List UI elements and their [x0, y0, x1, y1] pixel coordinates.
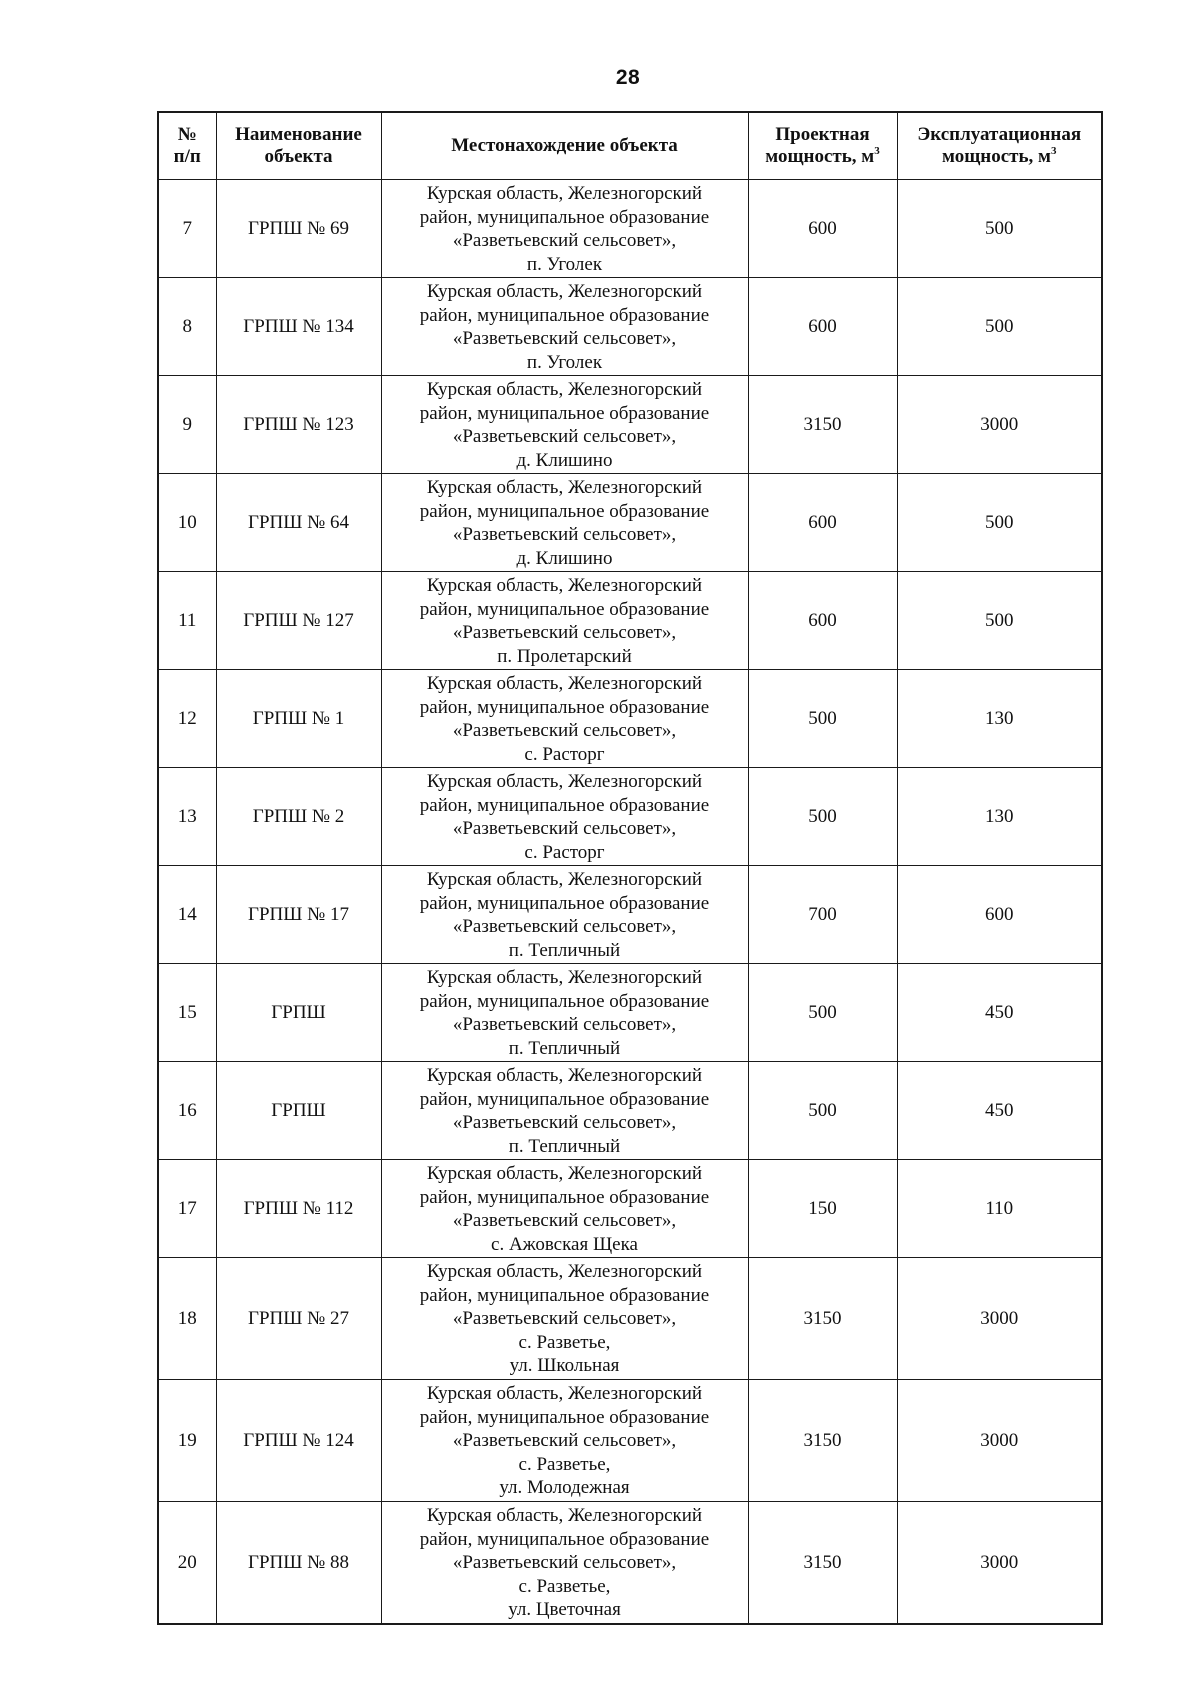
object-name: ГРПШ — [216, 1062, 381, 1160]
location-line: район, муниципальное образование — [419, 990, 710, 1012]
location-line: «Разветьевский сельсовет», — [452, 622, 677, 643]
location-line: д. Клишино — [516, 449, 613, 471]
design-capacity: 3150 — [748, 376, 897, 474]
design-capacity: 600 — [748, 180, 897, 278]
table-header-row — [158, 112, 1102, 180]
location-line: район, муниципальное образование — [419, 304, 710, 326]
header-design-line1: Проектная — [775, 124, 870, 145]
location-line: район, муниципальное образование — [419, 892, 710, 914]
object-location — [381, 1062, 748, 1160]
header-num — [158, 112, 216, 180]
location-line: с. Ажовская Щека — [491, 1233, 638, 1255]
operational-capacity: 3000 — [897, 1258, 1102, 1380]
design-capacity: 500 — [748, 1062, 897, 1160]
operational-capacity: 3000 — [897, 1380, 1102, 1502]
location-line: район, муниципальное образование — [419, 794, 710, 816]
row-number: 17 — [158, 1160, 216, 1258]
row-number: 20 — [158, 1502, 216, 1625]
row-number: 7 — [158, 180, 216, 278]
header-operational-capacity — [897, 112, 1102, 180]
operational-capacity: 500 — [897, 474, 1102, 572]
location-line: Курская область, Железногорский — [426, 771, 703, 792]
location-line: Курская область, Железногорский — [426, 1261, 703, 1283]
header-oper-sup: 3 — [1050, 145, 1057, 157]
object-name: ГРПШ № 124 — [216, 1380, 381, 1502]
table-row — [158, 1062, 1102, 1160]
location-line: «Разветьевский сельсовет», — [452, 818, 677, 839]
table-row — [158, 572, 1102, 670]
object-name: ГРПШ № 27 — [216, 1258, 381, 1380]
location-line: «Разветьевский сельсовет», — [452, 328, 677, 349]
operational-capacity: 500 — [897, 572, 1102, 670]
row-number: 11 — [158, 572, 216, 670]
object-name: ГРПШ № 17 — [216, 866, 381, 964]
object-location — [381, 768, 748, 866]
location-line: п. Тепличный — [508, 939, 621, 961]
header-design-sup: 3 — [874, 145, 880, 157]
table-row — [158, 768, 1102, 866]
row-number: 12 — [158, 670, 216, 768]
object-name: ГРПШ № 127 — [216, 572, 381, 670]
operational-capacity: 130 — [897, 768, 1102, 866]
object-name: ГРПШ № 88 — [216, 1502, 381, 1625]
header-name-line2: объекта — [264, 146, 333, 167]
design-capacity: 600 — [748, 278, 897, 376]
location-line: Курская область, Железногорский — [426, 1505, 703, 1527]
header-name-line1: Наименование — [235, 124, 362, 145]
object-name: ГРПШ № 112 — [216, 1160, 381, 1258]
location-line: район, муниципальное образование — [419, 1528, 710, 1550]
design-capacity: 500 — [748, 768, 897, 866]
location-line: район, муниципальное образование — [419, 1406, 710, 1428]
location-line: район, муниципальное образование — [419, 402, 710, 424]
row-number: 8 — [158, 278, 216, 376]
table-row — [158, 474, 1102, 572]
location-line: «Разветьевский сельсовет», — [452, 916, 677, 937]
header-name — [216, 112, 381, 180]
design-capacity: 600 — [748, 474, 897, 572]
object-location — [381, 1258, 748, 1380]
location-line: Курская область, Железногорский — [426, 281, 703, 302]
object-location — [381, 278, 748, 376]
location-line: с. Расторг — [524, 841, 605, 863]
header-design-capacity — [748, 112, 897, 180]
location-line: д. Клишино — [516, 547, 613, 569]
object-location — [381, 670, 748, 768]
operational-capacity: 130 — [897, 670, 1102, 768]
object-location — [381, 1160, 748, 1258]
header-oper-line1: Эксплуатационная — [917, 124, 1082, 145]
row-number: 14 — [158, 866, 216, 964]
design-capacity: 150 — [748, 1160, 897, 1258]
header-num-line2: п/п — [173, 146, 201, 167]
object-name: ГРПШ № 69 — [216, 180, 381, 278]
location-line: «Разветьевский сельсовет», — [452, 1430, 677, 1452]
location-line: район, муниципальное образование — [419, 696, 710, 718]
location-line: Курская область, Железногорский — [426, 1383, 703, 1405]
object-name: ГРПШ — [216, 964, 381, 1062]
location-line: «Разветьевский сельсовет», — [452, 230, 677, 251]
operational-capacity: 600 — [897, 866, 1102, 964]
design-capacity: 500 — [748, 670, 897, 768]
object-name: ГРПШ № 134 — [216, 278, 381, 376]
location-line: Курская область, Железногорский — [426, 1163, 703, 1184]
location-line: Курская область, Железногорский — [426, 575, 703, 596]
object-location — [381, 474, 748, 572]
location-line: ул. Школьная — [509, 1355, 620, 1377]
location-line: Курская область, Железногорский — [426, 477, 703, 498]
location-line: Курская область, Железногорский — [426, 379, 703, 400]
page-number: 28 — [615, 66, 641, 89]
row-number: 10 — [158, 474, 216, 572]
row-number: 13 — [158, 768, 216, 866]
objects-table — [157, 111, 1103, 1625]
location-line: с. Разветье, — [518, 1575, 611, 1597]
location-line: «Разветьевский сельсовет», — [452, 1552, 677, 1574]
location-line: Курская область, Железногорский — [426, 869, 703, 890]
location-line: «Разветьевский сельсовет», — [452, 1308, 677, 1330]
location-line: «Разветьевский сельсовет», — [452, 1014, 677, 1035]
operational-capacity: 500 — [897, 180, 1102, 278]
location-line: Курская область, Железногорский — [426, 673, 703, 694]
header-location-label: Местонахождение объекта — [451, 135, 678, 156]
location-line: с. Разветье, — [518, 1453, 611, 1475]
operational-capacity: 3000 — [897, 376, 1102, 474]
header-num-line1: № — [177, 124, 197, 145]
location-line: с. Расторг — [524, 743, 605, 765]
location-line: п. Уголек — [526, 253, 603, 275]
location-line: п. Тепличный — [508, 1135, 621, 1157]
row-number: 16 — [158, 1062, 216, 1160]
table-row — [158, 1160, 1102, 1258]
location-line: Курская область, Железногорский — [426, 1065, 703, 1086]
header-location — [381, 112, 748, 180]
location-line: «Разветьевский сельсовет», — [452, 720, 677, 741]
operational-capacity: 450 — [897, 964, 1102, 1062]
location-line: п. Уголек — [526, 351, 603, 373]
header-oper-line2: мощность, м — [942, 146, 1051, 167]
location-line: с. Разветье, — [518, 1331, 611, 1353]
location-line: район, муниципальное образование — [419, 1186, 710, 1208]
table-body — [158, 180, 1102, 1625]
row-number: 19 — [158, 1380, 216, 1502]
location-line: район, муниципальное образование — [419, 500, 710, 522]
object-location — [381, 376, 748, 474]
design-capacity: 3150 — [748, 1380, 897, 1502]
location-line: «Разветьевский сельсовет», — [452, 524, 677, 545]
operational-capacity: 110 — [897, 1160, 1102, 1258]
object-location — [381, 1380, 748, 1502]
table-row — [158, 1502, 1102, 1625]
operational-capacity: 500 — [897, 278, 1102, 376]
location-line: п. Тепличный — [508, 1037, 621, 1059]
table-row — [158, 1380, 1102, 1502]
table-row — [158, 866, 1102, 964]
object-name: ГРПШ № 123 — [216, 376, 381, 474]
design-capacity: 3150 — [748, 1502, 897, 1625]
location-line: ул. Молодежная — [499, 1477, 630, 1499]
object-location — [381, 964, 748, 1062]
object-location — [381, 572, 748, 670]
table-row — [158, 278, 1102, 376]
operational-capacity: 3000 — [897, 1502, 1102, 1625]
location-line: п. Пролетарский — [497, 645, 632, 667]
row-number: 18 — [158, 1258, 216, 1380]
location-line: район, муниципальное образование — [419, 598, 710, 620]
object-location — [381, 180, 748, 278]
object-location — [381, 866, 748, 964]
object-location — [381, 1502, 748, 1625]
design-capacity: 600 — [748, 572, 897, 670]
table-row — [158, 180, 1102, 278]
table-row — [158, 670, 1102, 768]
operational-capacity: 450 — [897, 1062, 1102, 1160]
header-design-line2: мощность, м — [765, 146, 875, 167]
location-line: район, муниципальное образование — [419, 206, 710, 228]
table-row — [158, 376, 1102, 474]
row-number: 15 — [158, 964, 216, 1062]
row-number: 9 — [158, 376, 216, 474]
object-name: ГРПШ № 64 — [216, 474, 381, 572]
location-line: Курская область, Железногорский — [426, 967, 703, 988]
location-line: ул. Цветочная — [508, 1599, 621, 1621]
object-name: ГРПШ № 1 — [216, 670, 381, 768]
design-capacity: 500 — [748, 964, 897, 1062]
object-name: ГРПШ № 2 — [216, 768, 381, 866]
location-line: «Разветьевский сельсовет», — [452, 1210, 677, 1231]
design-capacity: 700 — [748, 866, 897, 964]
location-line: «Разветьевский сельсовет», — [452, 1112, 677, 1133]
design-capacity: 3150 — [748, 1258, 897, 1380]
table-row — [158, 1258, 1102, 1380]
location-line: район, муниципальное образование — [419, 1284, 710, 1306]
location-line: «Разветьевский сельсовет», — [452, 426, 677, 447]
table-row — [158, 964, 1102, 1062]
location-line: Курская область, Железногорский — [426, 183, 703, 204]
location-line: район, муниципальное образование — [419, 1088, 710, 1110]
